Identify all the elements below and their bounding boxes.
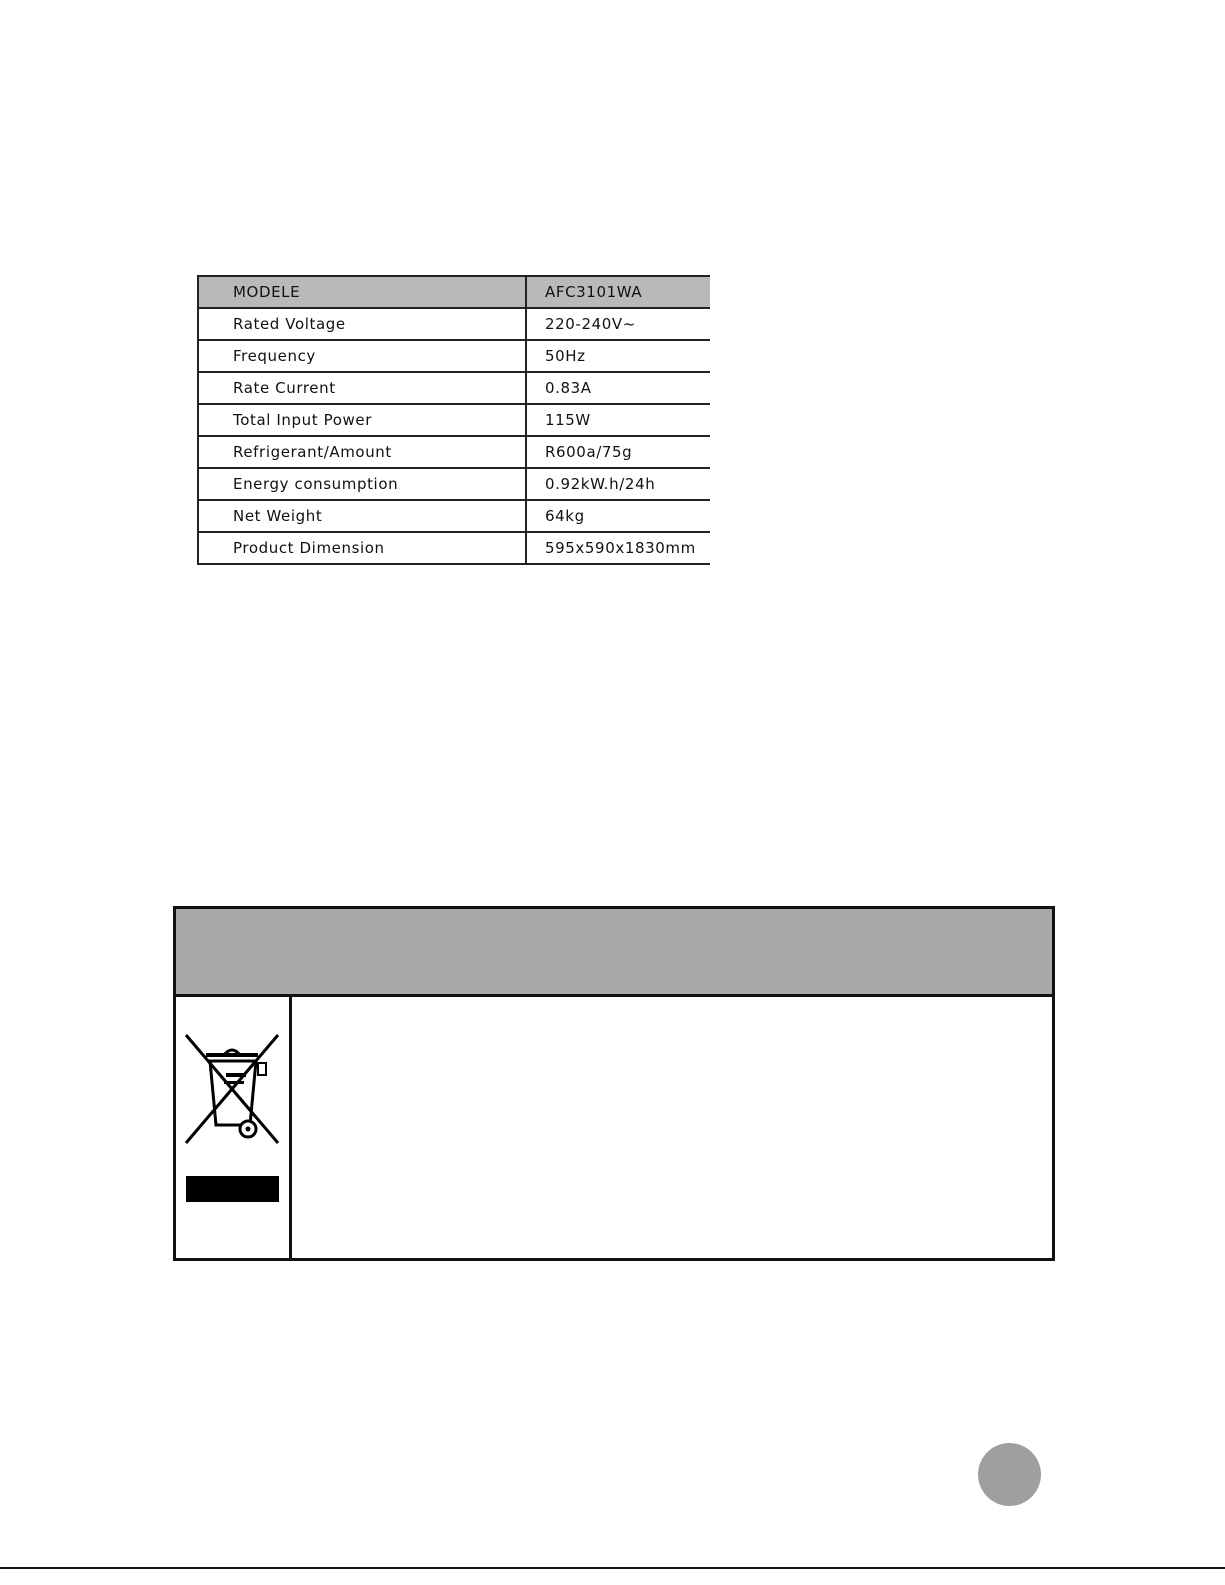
spec-value: 0.92kW.h/24h [526,468,710,500]
spec-header-label: MODELE [198,276,526,308]
bin-underline-bar [186,1176,279,1202]
disposal-header [176,909,1052,997]
disposal-icon-cell [176,997,292,1258]
spec-value: 115W [526,404,710,436]
spec-label: Refrigerant/Amount [198,436,526,468]
spec-table [197,275,710,565]
spec-label: Rated Voltage [198,308,526,340]
spec-value: 220-240V~ [526,308,710,340]
page-number-badge [978,1443,1041,1506]
spec-value: 595x590x1830mm [526,532,710,564]
spec-value: 64kg [526,500,710,532]
spec-header-value: AFC3101WA [526,276,710,308]
spec-label: Frequency [198,340,526,372]
table-row [198,372,710,404]
table-row [198,404,710,436]
crossed-out-wheelie-bin-icon [184,1029,280,1149]
spec-label: Energy consumption [198,468,526,500]
spec-label: Net Weight [198,500,526,532]
spec-label: Total Input Power [198,404,526,436]
spec-value: 0.83A [526,372,710,404]
table-row [198,532,710,564]
table-row [198,468,710,500]
table-row [198,340,710,372]
footer-divider [0,1567,1225,1569]
table-row [198,308,710,340]
spec-value: R600a/75g [526,436,710,468]
spec-table-header-row [198,276,710,308]
spec-label: Product Dimension [198,532,526,564]
table-row [198,436,710,468]
spec-label: Rate Current [198,372,526,404]
disposal-text-cell [292,997,1052,1258]
spec-value: 50Hz [526,340,710,372]
table-row [198,500,710,532]
disposal-notice-box [173,906,1055,1261]
